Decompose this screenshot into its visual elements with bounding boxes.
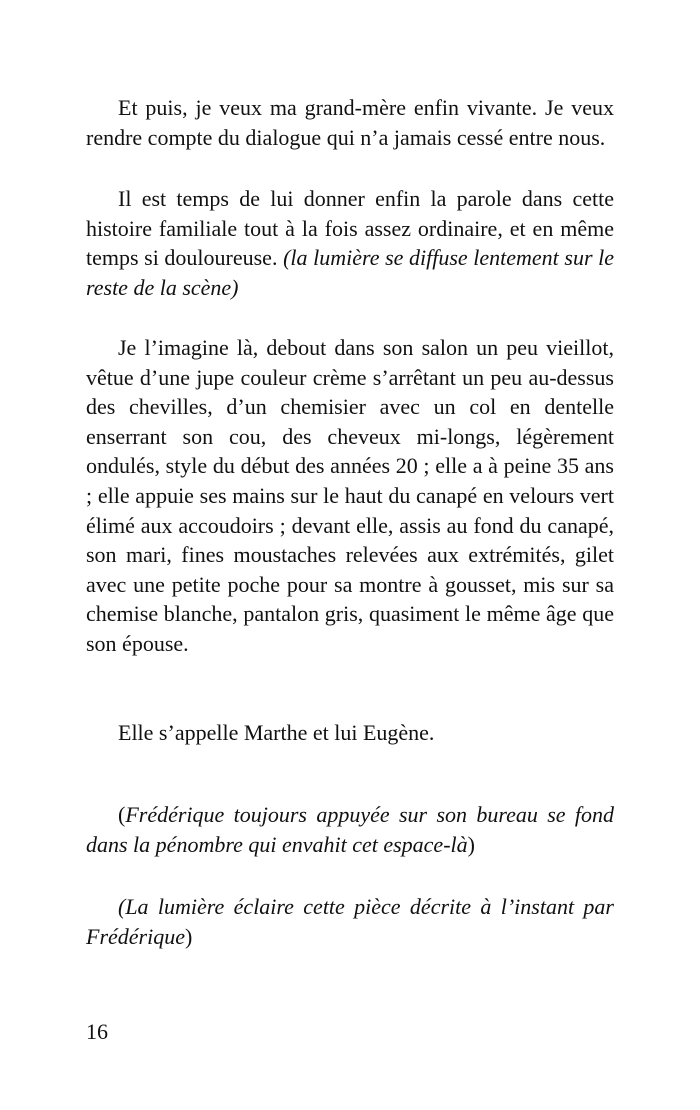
paragraph-give-voice (86, 184, 614, 302)
stage-direction: (la lumière se diffuse lentement sur le reste de la scène) (86, 245, 614, 300)
open-paren: ( (118, 802, 126, 827)
stage-direction: (La lumière éclaire cette pièce décrite à l’instant par Frédérique (86, 894, 614, 949)
stage-direction: Frédérique toujours appuyée sur son bureau se fond dans la pénombre qui envahit cet espace-là (86, 802, 614, 857)
close-paren: ) (184, 923, 193, 949)
page-number: 16 (86, 1019, 108, 1044)
paragraph-text: Je l’imagine là, debout dans son salon un peu vieillot, vêtue d’une jupe couleur crème s’arrêtant un peu au-dessus des chevilles, d’un chemisier avec un col en dentelle enserrant son cou, des cheveux mi-longs, légèrement ondulés, style du début des années 20 ; elle a à peine 35 ans ; elle appuie ses mains sur le haut du canapé en velours vert élimé aux accoudoirs ; devant elle, assis au fond du canapé, son mari, fines moustaches relevées aux extrémités, gilet avec une petite poche pour sa montre à gousset, mis sur sa chemise blanche, pantalon gris, quasiment le même âge que son épouse. (86, 335, 614, 656)
paragraph-text: Il est temps de lui donner enfin la parole dans cette histoire familiale tout à la fois assez ordinaire, et en même temps si douloureuse. (86, 186, 614, 271)
paragraph-text: Et puis, je veux ma grand-mère enfin vivante. Je veux rendre compte du dialogue qui n’a jamais cessé entre nous. (86, 95, 614, 150)
stage-direction-frederique (86, 800, 614, 859)
paragraph-names (86, 718, 614, 748)
paragraph-salon-description (86, 333, 614, 659)
paragraph-text: Elle s’appelle Marthe et lui Eugène. (118, 720, 435, 745)
close-paren: ) (467, 831, 475, 857)
stage-direction-light (86, 892, 614, 951)
paragraph-grandmother-alive (86, 93, 614, 152)
